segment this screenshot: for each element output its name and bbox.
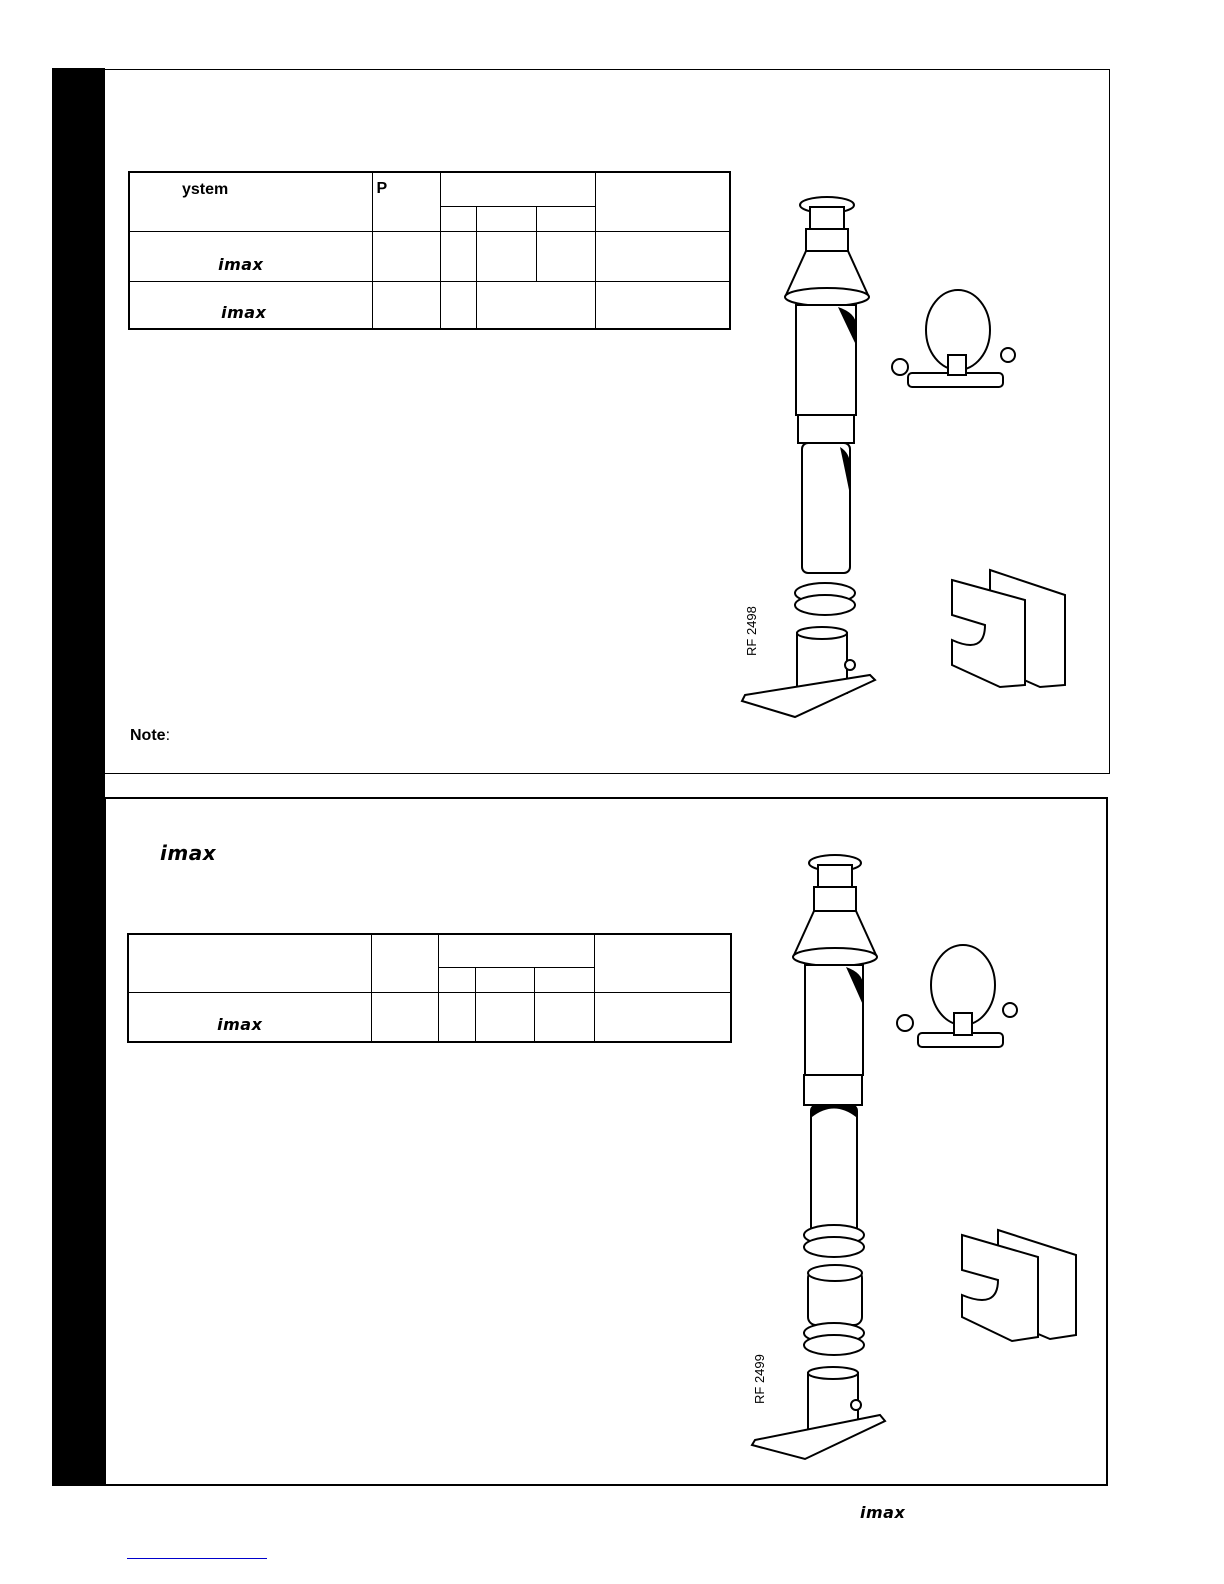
subheader-cell	[440, 206, 476, 231]
header-group	[440, 172, 595, 206]
table-row	[129, 281, 730, 329]
header-p: P	[376, 180, 388, 197]
flue-system-table-2	[127, 933, 732, 1043]
subheader-cell	[476, 206, 536, 231]
subheader-cell	[534, 967, 594, 992]
header-cell	[128, 934, 371, 992]
figure-ref-rf2499: RF 2499	[752, 1354, 767, 1404]
imax-logo: imax	[221, 303, 267, 322]
imax-logo-heading: imax	[160, 841, 217, 865]
table-row	[129, 231, 730, 281]
flue-system-table-1	[128, 171, 731, 330]
table-row	[128, 992, 731, 1042]
imax-logo-footer: imax	[860, 1503, 906, 1522]
black-side-tab	[52, 68, 105, 1486]
subheader-cell	[536, 206, 595, 231]
vertical-flue-kit-illustration-1	[740, 195, 1080, 725]
subheader-cell	[438, 967, 475, 992]
header-group	[438, 934, 594, 967]
footer-link-underline	[127, 1558, 267, 1559]
subheader-cell	[475, 967, 534, 992]
vertical-flue-kit-illustration-2	[750, 855, 1090, 1465]
header-last	[595, 172, 730, 231]
figure-ref-rf2498: RF 2498	[744, 606, 759, 656]
note-label: Note:	[130, 727, 171, 744]
imax-logo: imax	[217, 1015, 263, 1034]
header-system: ystem	[182, 181, 229, 198]
header-cell	[371, 934, 438, 992]
imax-logo: imax	[218, 254, 264, 274]
header-last	[594, 934, 731, 992]
